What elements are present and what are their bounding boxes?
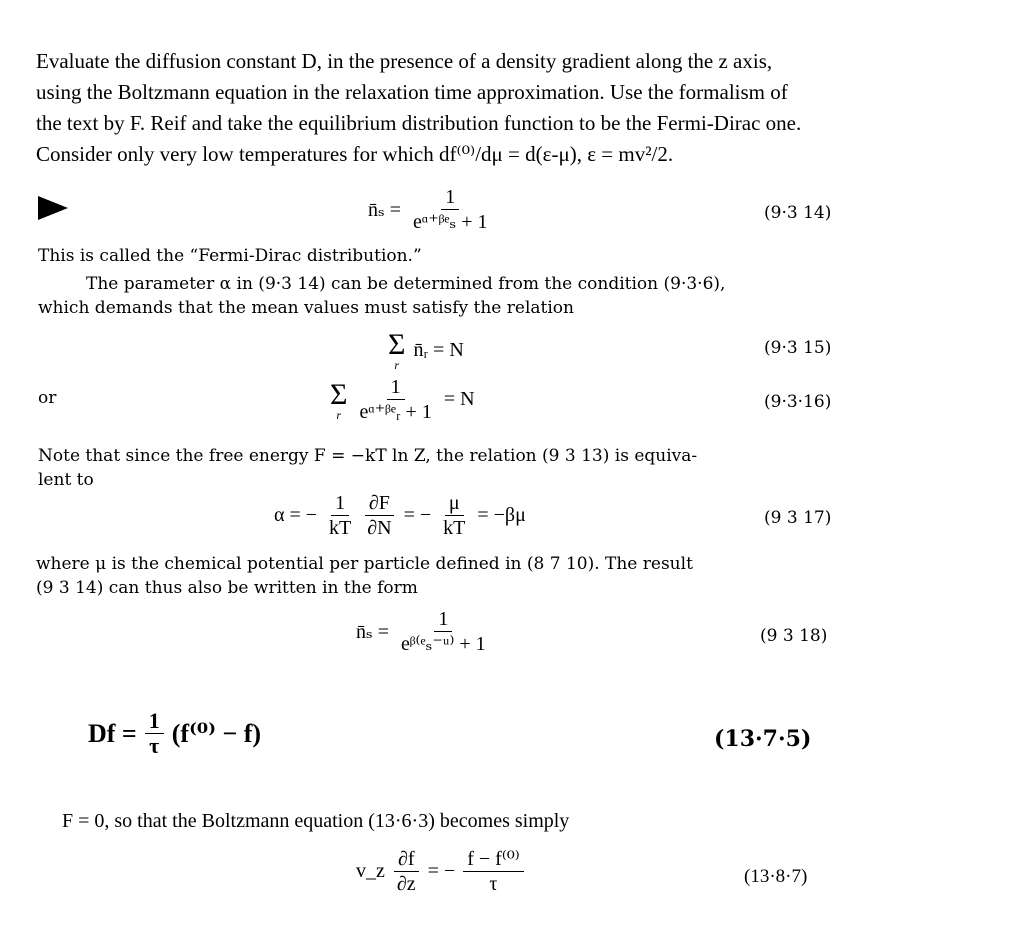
prompt-line-4: Consider only very low temperatures for which df⁽⁰⁾/dμ = d(ε-μ), ε = mv²/2. — [36, 142, 674, 166]
pointer-triangle-icon — [38, 196, 68, 220]
text-mean-values: which demands that the mean values must satisfy the relation — [38, 298, 574, 318]
equation-9-3-17 — [274, 492, 526, 539]
eq-numerator: 1 — [387, 376, 405, 400]
equation-number-13-7-5: (13·7·5) — [714, 726, 812, 752]
equation-number-9-3-18: (9 3 18) — [760, 626, 828, 646]
eq-numerator: 1 — [434, 608, 452, 632]
text-boltzmann-simply: F = 0, so that the Boltzmann equation (13·6·3) becomes simply — [62, 810, 570, 832]
eq-rhs: (f⁽⁰⁾ − f) — [171, 718, 262, 748]
equation-13-8-7 — [356, 848, 524, 895]
eq-numerator: 1 — [441, 186, 459, 210]
sum-symbol: Σ r — [330, 377, 348, 422]
equation-9-3-16 — [330, 376, 475, 423]
eq-fraction: $\frac{1}{\tau}$ — [145, 710, 164, 757]
eq-rhs: = N — [443, 388, 475, 410]
problem-statement — [36, 46, 996, 170]
sum-symbol: Σ r — [388, 328, 406, 372]
eq-fraction-3: $\frac{\mu}{kT}$ — [443, 492, 466, 539]
equation-number-9-3-14: (9·3 14) — [764, 203, 832, 223]
eq-lhs: Df = — [88, 718, 137, 748]
eq-fraction-2: $\frac{\text{f − f⁽⁰⁾}}{\tau}$ — [463, 848, 523, 895]
text-fermi-dirac: This is called the “Fermi-Dirac distribution.” — [38, 246, 422, 266]
text-chemical-potential: where μ is the chemical potential per particle defined in (8 7 10). The result — [36, 554, 693, 574]
equation-number-9-3-16: (9·3·16) — [764, 392, 832, 412]
text-written-form: (9 3 14) can thus also be written in the form — [36, 578, 418, 598]
equation-9-3-15 — [388, 330, 464, 370]
eq-denominator: eᵅ⁺ᵝᵉₛ + 1 — [413, 211, 488, 233]
text-parameter-alpha: The parameter α in (9·3 14) can be determined from the condition (9·3·6), — [86, 274, 726, 294]
eq-mid: = − — [427, 860, 456, 882]
prompt-line-2: using the Boltzmann equation in the relaxation time approximation. Use the formalism of — [36, 80, 788, 104]
equation-number-9-3-17: (9 3 17) — [764, 508, 832, 528]
eq-fraction — [397, 608, 490, 655]
eq-fraction — [355, 376, 435, 423]
eq-lhs: v_z — [356, 860, 385, 882]
eq-lhs: n̄ₛ = — [356, 621, 390, 643]
equation-9-3-18 — [356, 608, 490, 655]
eq-lhs: n̄ₛ = — [368, 199, 402, 221]
eq-fraction — [409, 186, 492, 233]
text-equivalent: lent to — [38, 470, 94, 490]
text-free-energy: Note that since the free energy F = −kT ln Z, the relation (9 3 13) is equiva- — [38, 446, 698, 466]
eq-mid: = − — [403, 504, 432, 526]
eq-lhs: α = − — [274, 504, 318, 526]
eq-denominator: eᵝ⁽ᵉₛ⁻ᵘ⁾ + 1 — [401, 633, 486, 655]
eq-body: n̄ᵣ = N — [413, 338, 464, 361]
eq-denominator: eᵅ⁺ᵝᵉᵣ + 1 — [359, 401, 432, 423]
prompt-line-3: the text by F. Reif and take the equilibrium distribution function to be the Fermi-Dirac one. — [36, 111, 802, 135]
equation-9-3-14 — [368, 186, 492, 233]
equation-number-13-8-7: (13·8·7) — [744, 866, 808, 887]
eq-fraction-1: $\frac{1}{kT}$ — [329, 492, 352, 539]
eq-fraction-2: $\frac{\partial F}{\partial N}$ — [363, 492, 395, 539]
equation-13-7-5 — [88, 710, 261, 757]
eq-fraction-1: $\frac{\partial f}{\partial z}$ — [393, 848, 420, 895]
text-or: or — [38, 388, 57, 408]
eq-rhs: = −βμ — [477, 504, 526, 526]
equation-number-9-3-15: (9·3 15) — [764, 338, 832, 358]
prompt-line-1: Evaluate the diffusion constant D, in the presence of a density gradient along the z axis, — [36, 49, 773, 73]
